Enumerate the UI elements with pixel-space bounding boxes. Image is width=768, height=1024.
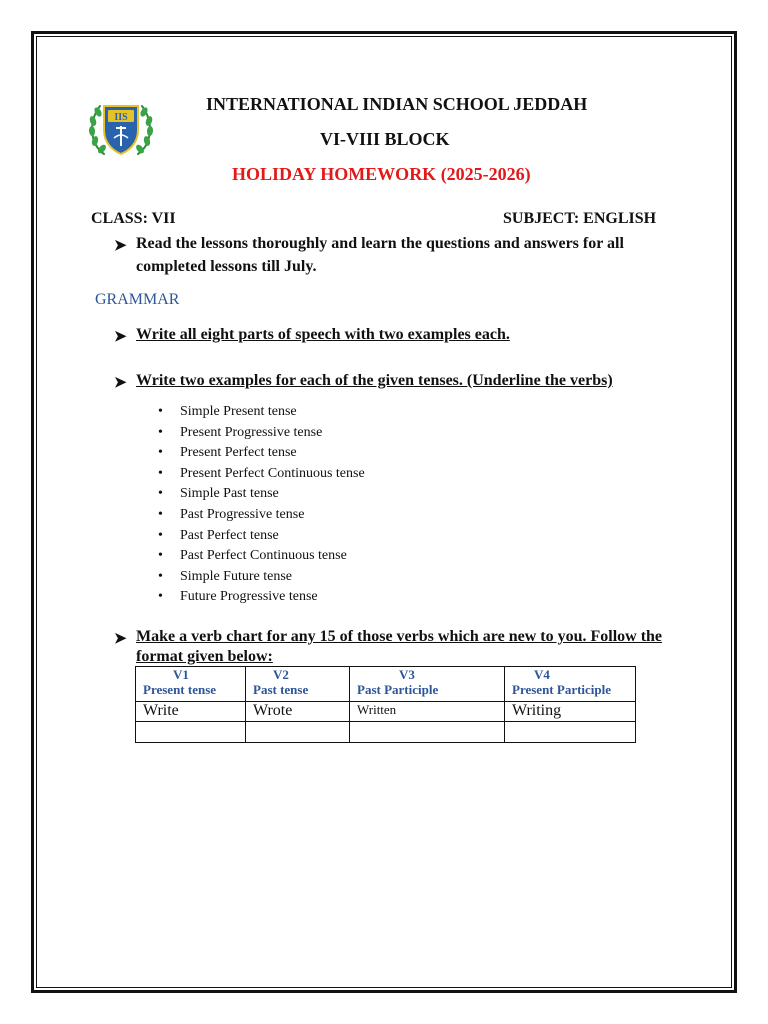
list-item: • Past Progressive tense <box>158 505 365 526</box>
header-label: Present tense <box>143 682 217 697</box>
list-item: • Past Perfect tense <box>158 526 365 547</box>
logo-text: IIS <box>114 112 128 123</box>
table-cell: Wrote <box>246 702 350 722</box>
task-verb-chart-line-2: format given below: <box>136 648 273 665</box>
table-header-cell <box>350 667 505 702</box>
list-item: • Past Perfect Continuous tense <box>158 546 365 567</box>
table-cell <box>350 722 505 743</box>
list-item: • Present Perfect Continuous tense <box>158 464 365 485</box>
grammar-heading: GRAMMAR <box>95 291 180 308</box>
school-name: INTERNATIONAL INDIAN SCHOOL JEDDAH <box>206 94 588 114</box>
table-cell: Writing <box>505 702 636 722</box>
table-header-cell <box>246 667 350 702</box>
task-verb-chart-line-1: Make a verb chart for any 15 of those verbs which are new to you. Follow the <box>136 628 663 645</box>
table-header-cell <box>505 667 636 702</box>
arrow-bullet-icon: ➤ <box>114 238 127 254</box>
arrow-bullet-icon: ➤ <box>114 375 127 391</box>
list-item: • Simple Present tense <box>158 402 365 423</box>
list-item: • Future Progressive tense <box>158 587 365 608</box>
table-cell <box>246 722 350 743</box>
header-code: V1 <box>173 667 189 682</box>
verb-chart-table <box>135 666 636 743</box>
table-row <box>136 702 636 722</box>
table-cell <box>505 722 636 743</box>
table-cell: Written <box>350 702 505 722</box>
list-item: • Simple Future tense <box>158 567 365 588</box>
arrow-bullet-icon: ➤ <box>114 329 127 345</box>
intro-line-2: completed lessons till July. <box>136 258 317 275</box>
header-code: V2 <box>273 667 289 682</box>
header-label: Present Participle <box>512 682 612 697</box>
homework-title: HOLIDAY HOMEWORK (2025-2026) <box>232 164 531 184</box>
table-header-row <box>136 667 636 702</box>
arrow-bullet-icon: ➤ <box>114 631 127 647</box>
school-logo <box>86 98 156 160</box>
table-cell: Write <box>136 702 246 722</box>
class-label: CLASS: VII <box>91 210 176 227</box>
table-header-cell <box>136 667 246 702</box>
list-item: • Present Perfect tense <box>158 443 365 464</box>
header-label: Past Participle <box>357 682 439 697</box>
subject-label: SUBJECT: ENGLISH <box>503 210 657 227</box>
task-tenses: Write two examples for each of the given tenses. (Underline the verbs) <box>136 372 613 389</box>
list-item: • Present Progressive tense <box>158 423 365 444</box>
block-name: VI-VIII BLOCK <box>320 129 450 149</box>
tense-list <box>158 402 365 608</box>
header-code: V3 <box>399 667 415 682</box>
intro-line-1: Read the lessons thoroughly and learn the questions and answers for all <box>136 235 624 252</box>
header-label: Past tense <box>253 682 309 697</box>
table-cell <box>136 722 246 743</box>
list-item: • Simple Past tense <box>158 484 365 505</box>
header-code: V4 <box>534 667 550 682</box>
task-parts-of-speech: Write all eight parts of speech with two examples each. <box>136 326 510 343</box>
table-row <box>136 722 636 743</box>
